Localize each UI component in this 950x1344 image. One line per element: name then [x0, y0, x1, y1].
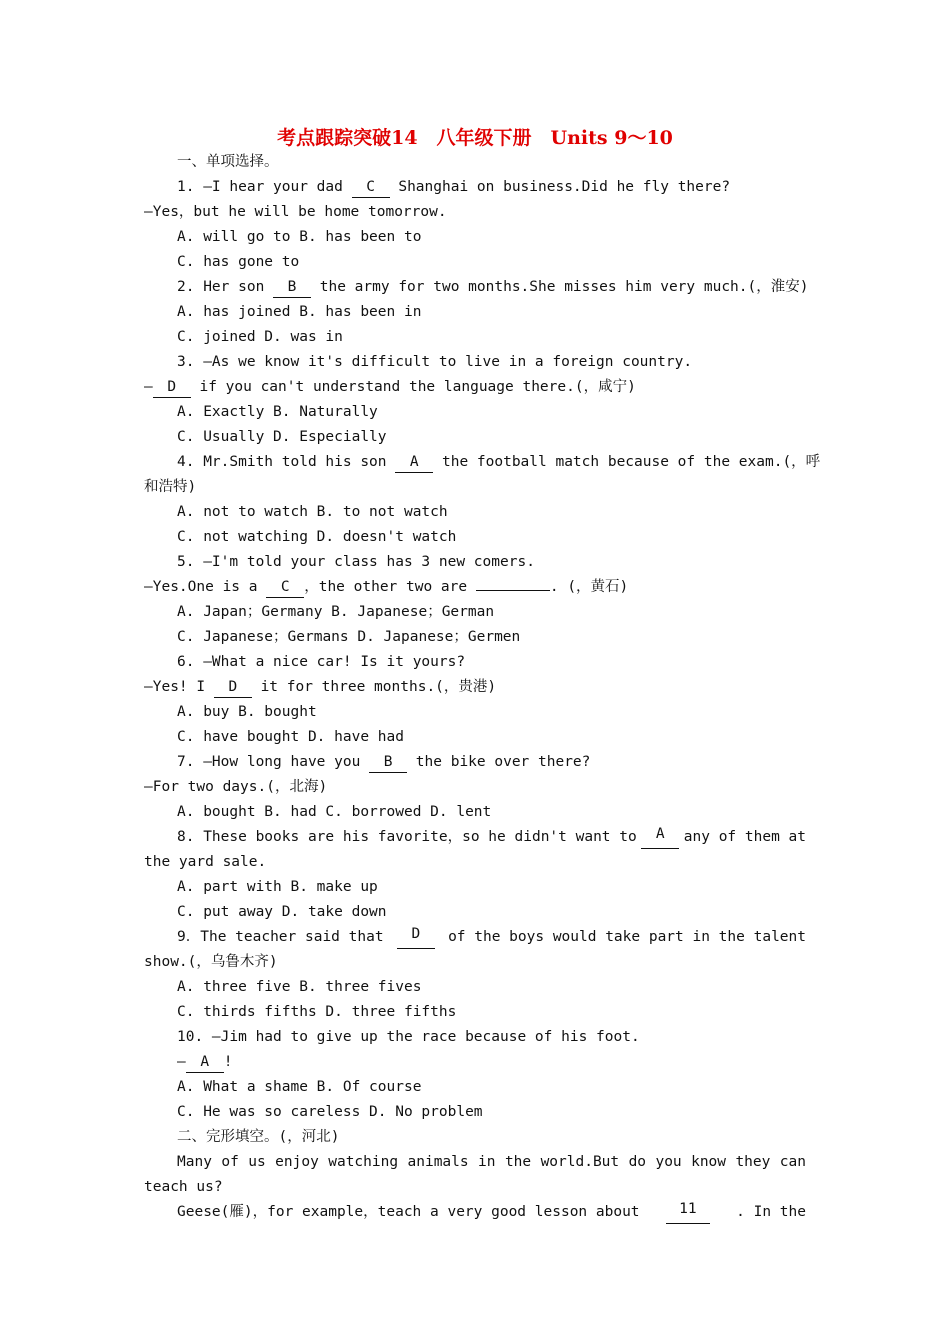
- question-5: 5. —I'm told your class has 3 new comers.: [177, 554, 535, 570]
- page-title: 考点跟踪突破14 八年级下册 Units 9～10: [277, 127, 673, 149]
- question-7: 7. —How long have you B the bike over there?: [177, 750, 590, 774]
- question-6: 6. —What a nice car! Is it yours?: [177, 654, 466, 670]
- question-6-options-cd: C. have bought D. have had: [177, 729, 404, 745]
- question-1-reply: —Yes，but he will be home tomorrow.: [144, 204, 447, 220]
- question-6-reply: —Yes! I D it for three months.(，贵港): [144, 675, 496, 699]
- question-1-options-ab: A. will go to B. has been to: [177, 229, 422, 245]
- question-10: 10. —Jim had to give up the race because of his foot.: [177, 1029, 640, 1045]
- question-8: 8. These books are his favorite，so he didn't want to A any of them at: [177, 825, 806, 849]
- question-7-options: A. bought B. had C. borrowed D. lent: [177, 804, 492, 820]
- empty-blank: [476, 590, 550, 591]
- question-5-options-ab: A. Japan；Germany B. Japanese；German: [177, 604, 495, 620]
- question-4: 4. Mr.Smith told his son A the football match because of the exam.(，呼: [177, 450, 820, 474]
- answer-blank: D: [153, 378, 191, 398]
- answer-blank: A: [395, 453, 433, 473]
- question-10-options-cd: C. He was so careless D. No problem: [177, 1104, 483, 1120]
- answer-blank: A: [641, 825, 679, 849]
- cloze-blank-11: 11: [666, 1200, 710, 1224]
- question-6-options-ab: A. buy B. bought: [177, 704, 317, 720]
- section-heading-choice: 一、单项选择。: [177, 154, 279, 170]
- answer-blank: C: [266, 578, 304, 598]
- question-5-options-cd: C. Japanese；Germans D. Japanese；Germen: [177, 629, 521, 645]
- question-2-options-cd: C. joined D. was in: [177, 329, 343, 345]
- cloze-paragraph-1: Many of us enjoy watching animals in the world.But do you know they can: [177, 1154, 806, 1170]
- question-9-continued: show.(，乌鲁木齐): [144, 954, 278, 970]
- question-3-options-cd: C. Usually D. Especially: [177, 429, 387, 445]
- question-9: 9．The teacher said that D of the boys would take part in the talent: [177, 925, 806, 949]
- question-9-options-ab: A. three five B. three fives: [177, 979, 422, 995]
- question-8-options-ab: A. part with B. make up: [177, 879, 378, 895]
- question-2: 2. Her son B the army for two months.She misses him very much.(，淮安): [177, 275, 808, 299]
- question-4-options-cd: C. not watching D. doesn't watch: [177, 529, 457, 545]
- answer-blank: D: [397, 925, 435, 949]
- question-3-reply: — D if you can't understand the language there.(，咸宁): [144, 375, 636, 399]
- question-10-options-ab: A. What a shame B. Of course: [177, 1079, 422, 1095]
- question-9-options-cd: C. thirds fifths D. three fifths: [177, 1004, 457, 1020]
- answer-blank: C: [352, 178, 390, 198]
- question-7-reply: —For two days.(，北海): [144, 779, 328, 795]
- question-10-reply: — A !: [177, 1050, 232, 1074]
- cloze-paragraph-2: Geese(雁)，for example，teach a very good lesson about 11 . In the: [177, 1200, 806, 1224]
- question-1-options-c: C. has gone to: [177, 254, 300, 270]
- question-3: 3. —As we know it's difficult to live in a foreign country.: [177, 354, 693, 370]
- answer-blank: B: [273, 278, 311, 298]
- question-4-continued: 和浩特): [144, 479, 197, 495]
- answer-blank: A: [186, 1053, 224, 1073]
- question-5-reply: —Yes.One is a C ，the other two are . (，黄石): [144, 575, 628, 599]
- question-1: 1. —I hear your dad C Shanghai on business.Did he fly there?: [177, 175, 730, 199]
- answer-blank: B: [369, 753, 407, 773]
- question-8-continued: the yard sale.: [144, 854, 267, 870]
- answer-blank: D: [214, 678, 252, 698]
- question-2-options-ab: A. has joined B. has been in: [177, 304, 422, 320]
- question-8-options-cd: C. put away D. take down: [177, 904, 387, 920]
- question-4-options-ab: A. not to watch B. to not watch: [177, 504, 448, 520]
- section-heading-cloze: 二、完形填空。(，河北): [177, 1129, 340, 1145]
- cloze-paragraph-1-continued: teach us?: [144, 1179, 223, 1195]
- question-3-options-ab: A. Exactly B. Naturally: [177, 404, 378, 420]
